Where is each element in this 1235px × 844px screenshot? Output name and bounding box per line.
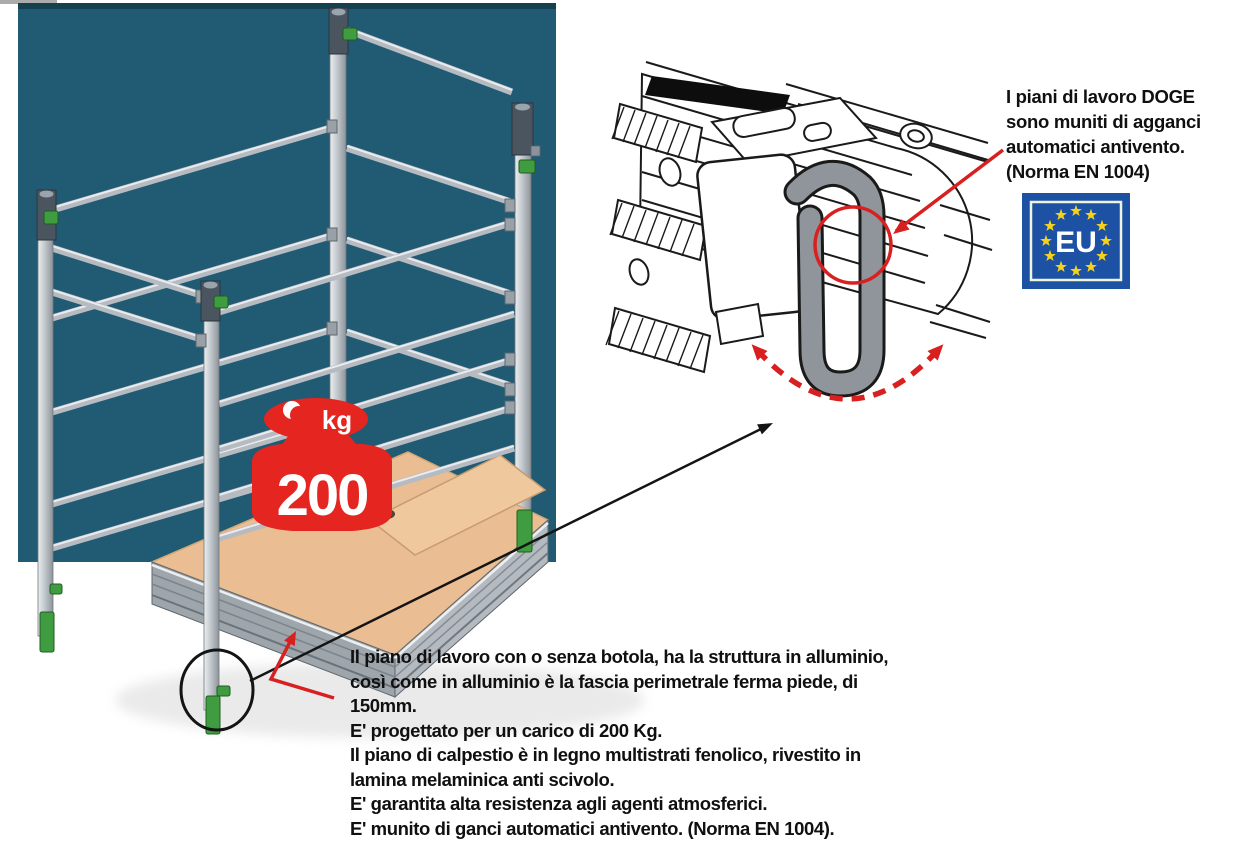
description-line: E' munito di ganci automatici antivento. (Norma EN 1004).	[350, 817, 835, 839]
detail-note-line: automatici antivento.	[1006, 136, 1185, 157]
description-line: così come in alluminio è la fascia perimetrale ferma piede, di	[350, 670, 858, 692]
description-line: Il piano di calpestio è in legno multistrati fenolico, rivestito in	[350, 744, 861, 765]
eu-flag	[1022, 193, 1130, 289]
badge-unit-label: kg	[321, 405, 353, 435]
leader-arrowhead-icon	[757, 423, 773, 434]
profile-hatching	[606, 104, 710, 372]
description-line: Il piano di lavoro con o senza botola, ha la struttura in alluminio,	[350, 646, 889, 667]
detail-note-line: I piani di lavoro DOGE	[1006, 86, 1195, 107]
detail-note-line: sono muniti di agganci	[1006, 111, 1201, 132]
description-line: E' garantita alta resistenza agli agenti atmosferici.	[350, 793, 768, 814]
detail-illustration	[606, 62, 992, 384]
badge-value-label: 200	[276, 463, 368, 528]
eu-flag-label: EU	[1055, 226, 1097, 259]
detail-note-text	[1006, 84, 1235, 184]
description-line: 150mm.	[350, 695, 417, 716]
description-text	[350, 645, 1010, 841]
detail-note-line: (Norma EN 1004)	[1006, 161, 1150, 182]
scaffold-post-left	[38, 196, 53, 636]
description-line: lamina melaminica anti scivolo.	[350, 768, 615, 790]
description-line: E' progettato per un carico di 200 Kg.	[350, 719, 662, 741]
